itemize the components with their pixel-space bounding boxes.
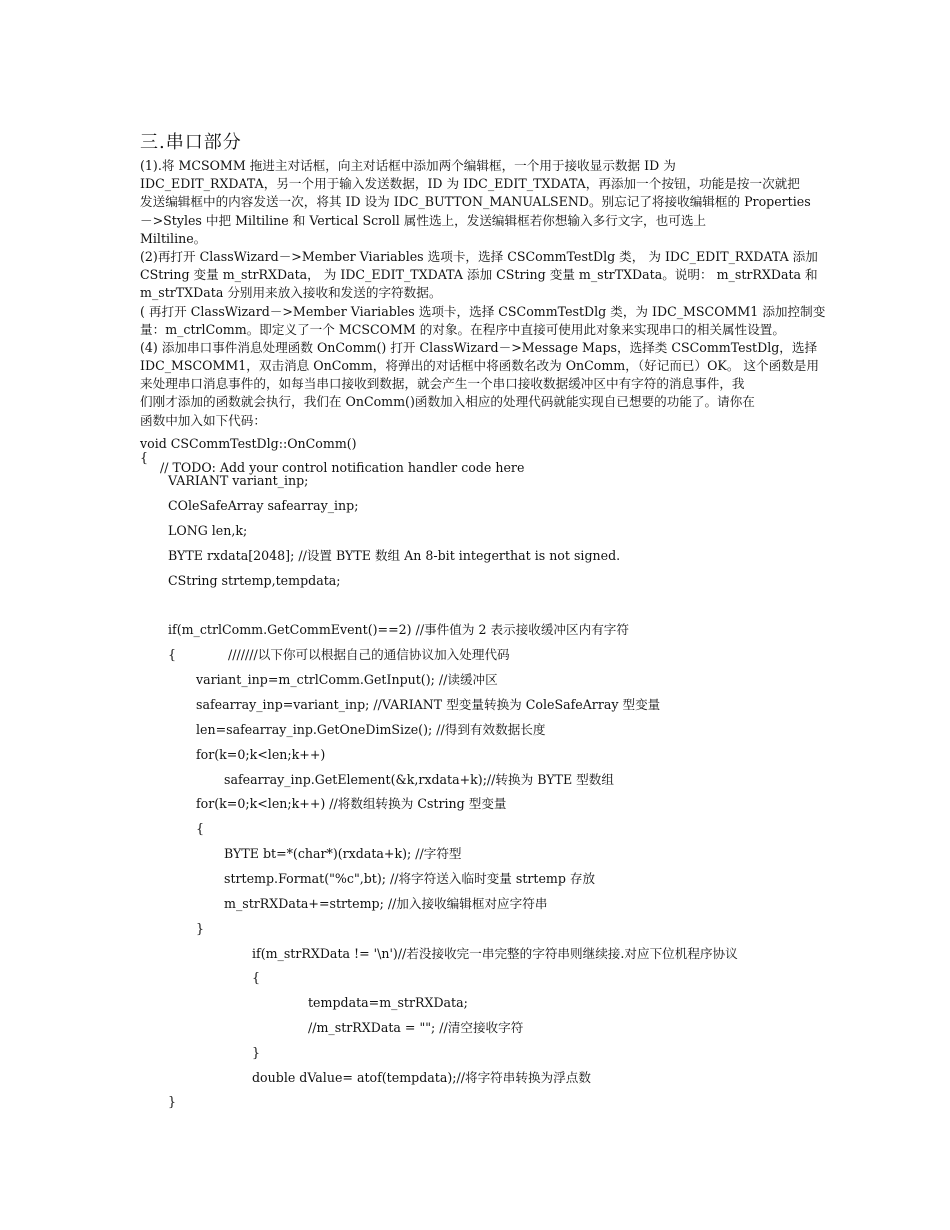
code-line: { [196,821,205,836]
code-line: len=safearray_inp.GetOneDimSize(); //得到有效数据长度 [196,722,546,737]
code-line: double dValue= atof(tempdata);//将字符串转换为浮点数 [252,1070,591,1085]
code-line: // TODO: Add your control notification handler code here [152,460,525,475]
paragraph-line: (1).将 MCSOMM 拖进主对话框，向主对话框中添加两个编辑框，一个用于接收显示数据 ID 为 [140,158,676,173]
code-line: COleSafeArray safearray_inp; [168,498,359,513]
code-line: CString strtemp,tempdata; [168,573,341,588]
code-line: variant_inp=m_ctrlComm.GetInput(); //读缓冲区 [196,672,498,687]
paragraph-line: 来处理串口消息事件的，如每当串口接收到数据，就会产生一个串口接收数据缓冲区中有字符的消息事件，我 [140,376,745,392]
code-line: } [168,1094,177,1109]
paragraph-line: CString 变量 m_strRXData， 为 IDC_EDIT_TXDATA 添加 CString 变量 m_strTXData。说明： m_strRXData 和 [140,267,818,283]
paragraph-line: 们刚才添加的函数就会执行，我们在 OnComm()函数加入相应的处理代码就能实现自已想要的功能了。请你在 [140,394,755,410]
paragraph-line: 量：m_ctrlComm。即定义了一个 MCSCOMM 的对象。在程序中直接可使用此对象来实现串口的相关属性设置。 [140,321,785,337]
code-line: void CSCommTestDlg::OnComm() [140,436,357,451]
paragraph-line: (4) 添加串口事件消息处理函数 OnComm() 打开 ClassWizard－>Message Maps，选择类 CSCommTestDlg，选择 [140,339,818,355]
code-line: strtemp.Format("%c",bt); //将字符送入临时变量 strtemp 存放 [224,871,596,886]
code-line: { ///////以下你可以根据自己的通信协议加入处理代码 [168,647,510,662]
code-line: safearray_inp=variant_inp; //VARIANT 型变量转换为 ColeSafeArray 型变量 [196,697,661,712]
paragraph-line: ( 再打开 ClassWizard－>Member Viariables 选项卡，选择 CSCommTestDlg 类，为 IDC_MSCOMM1 添加控制变 [140,303,826,319]
code-line: } [252,1045,261,1060]
section-title: 三.串口部分 [140,132,242,153]
code-line: BYTE bt=*(char*)(rxdata+k); //字符型 [224,846,462,861]
code-line: //m_strRXData = ""; //清空接收字符 [308,1020,524,1035]
code-line: { [252,970,261,985]
paragraph-line: Miltiline。 [140,230,207,246]
paragraph-line: －>Styles 中把 Miltiline 和 Vertical Scroll 属性选上，发送编辑框若你想输入多行文字，也可选上 [140,212,707,228]
code-line: m_strRXData+=strtemp; //加入接收编辑框对应字符串 [224,896,548,911]
paragraph-line: (2)再打开 ClassWizard－>Member Viariables 选项卡，选择 CSCommTestDlg 类， 为 IDC_EDIT_RXDATA 添加 [140,248,818,264]
code-line: LONG len,k; [168,523,248,538]
code-line: } [196,921,205,936]
code-line: for(k=0;k<len;k++) [196,747,326,762]
paragraph-line: IDC_EDIT_RXDATA，另一个用于输入发送数据，ID 为 IDC_EDIT_TXDATA，再添加一个按钮，功能是按一次就把 [140,176,800,192]
paragraph-line: m_strTXData 分别用来放入接收和发送的字符数据。 [140,285,442,301]
code-line: { [140,450,149,465]
paragraph-line: 函数中加入如下代码： [140,412,266,428]
code-line: VARIANT variant_inp; [168,473,309,488]
paragraph-line: IDC_MSCOMM1，双击消息 OnComm，将弹出的对话框中将函数名改为 OnComm，（好记而已）OK。 这个函数是用 [140,358,819,374]
code-line: for(k=0;k<len;k++) //将数组转换为 Cstring 型变量 [196,796,507,811]
code-line: if(m_ctrlComm.GetCommEvent()==2) //事件值为 2 表示接收缓冲区内有字符 [168,622,629,637]
body-paragraphs [140,157,826,430]
code-line: tempdata=m_strRXData; [308,995,468,1010]
code-line: safearray_inp.GetElement(&k,rxdata+k);//转换为 BYTE 型数组 [224,772,614,787]
code-line: BYTE rxdata[2048]; //设置 BYTE 数组 An 8-bit integerthat is not signed. [168,548,621,563]
paragraph-line: 发送编辑框中的内容发送一次，将其 ID 设为 IDC_BUTTON_MANUALSEND。别忘记了将接收编辑框的 Properties [140,194,811,210]
code-line: if(m_strRXData != '\n')//若没接收完一串完整的字符串则继续接.对应下位机程序协议 [252,946,738,961]
